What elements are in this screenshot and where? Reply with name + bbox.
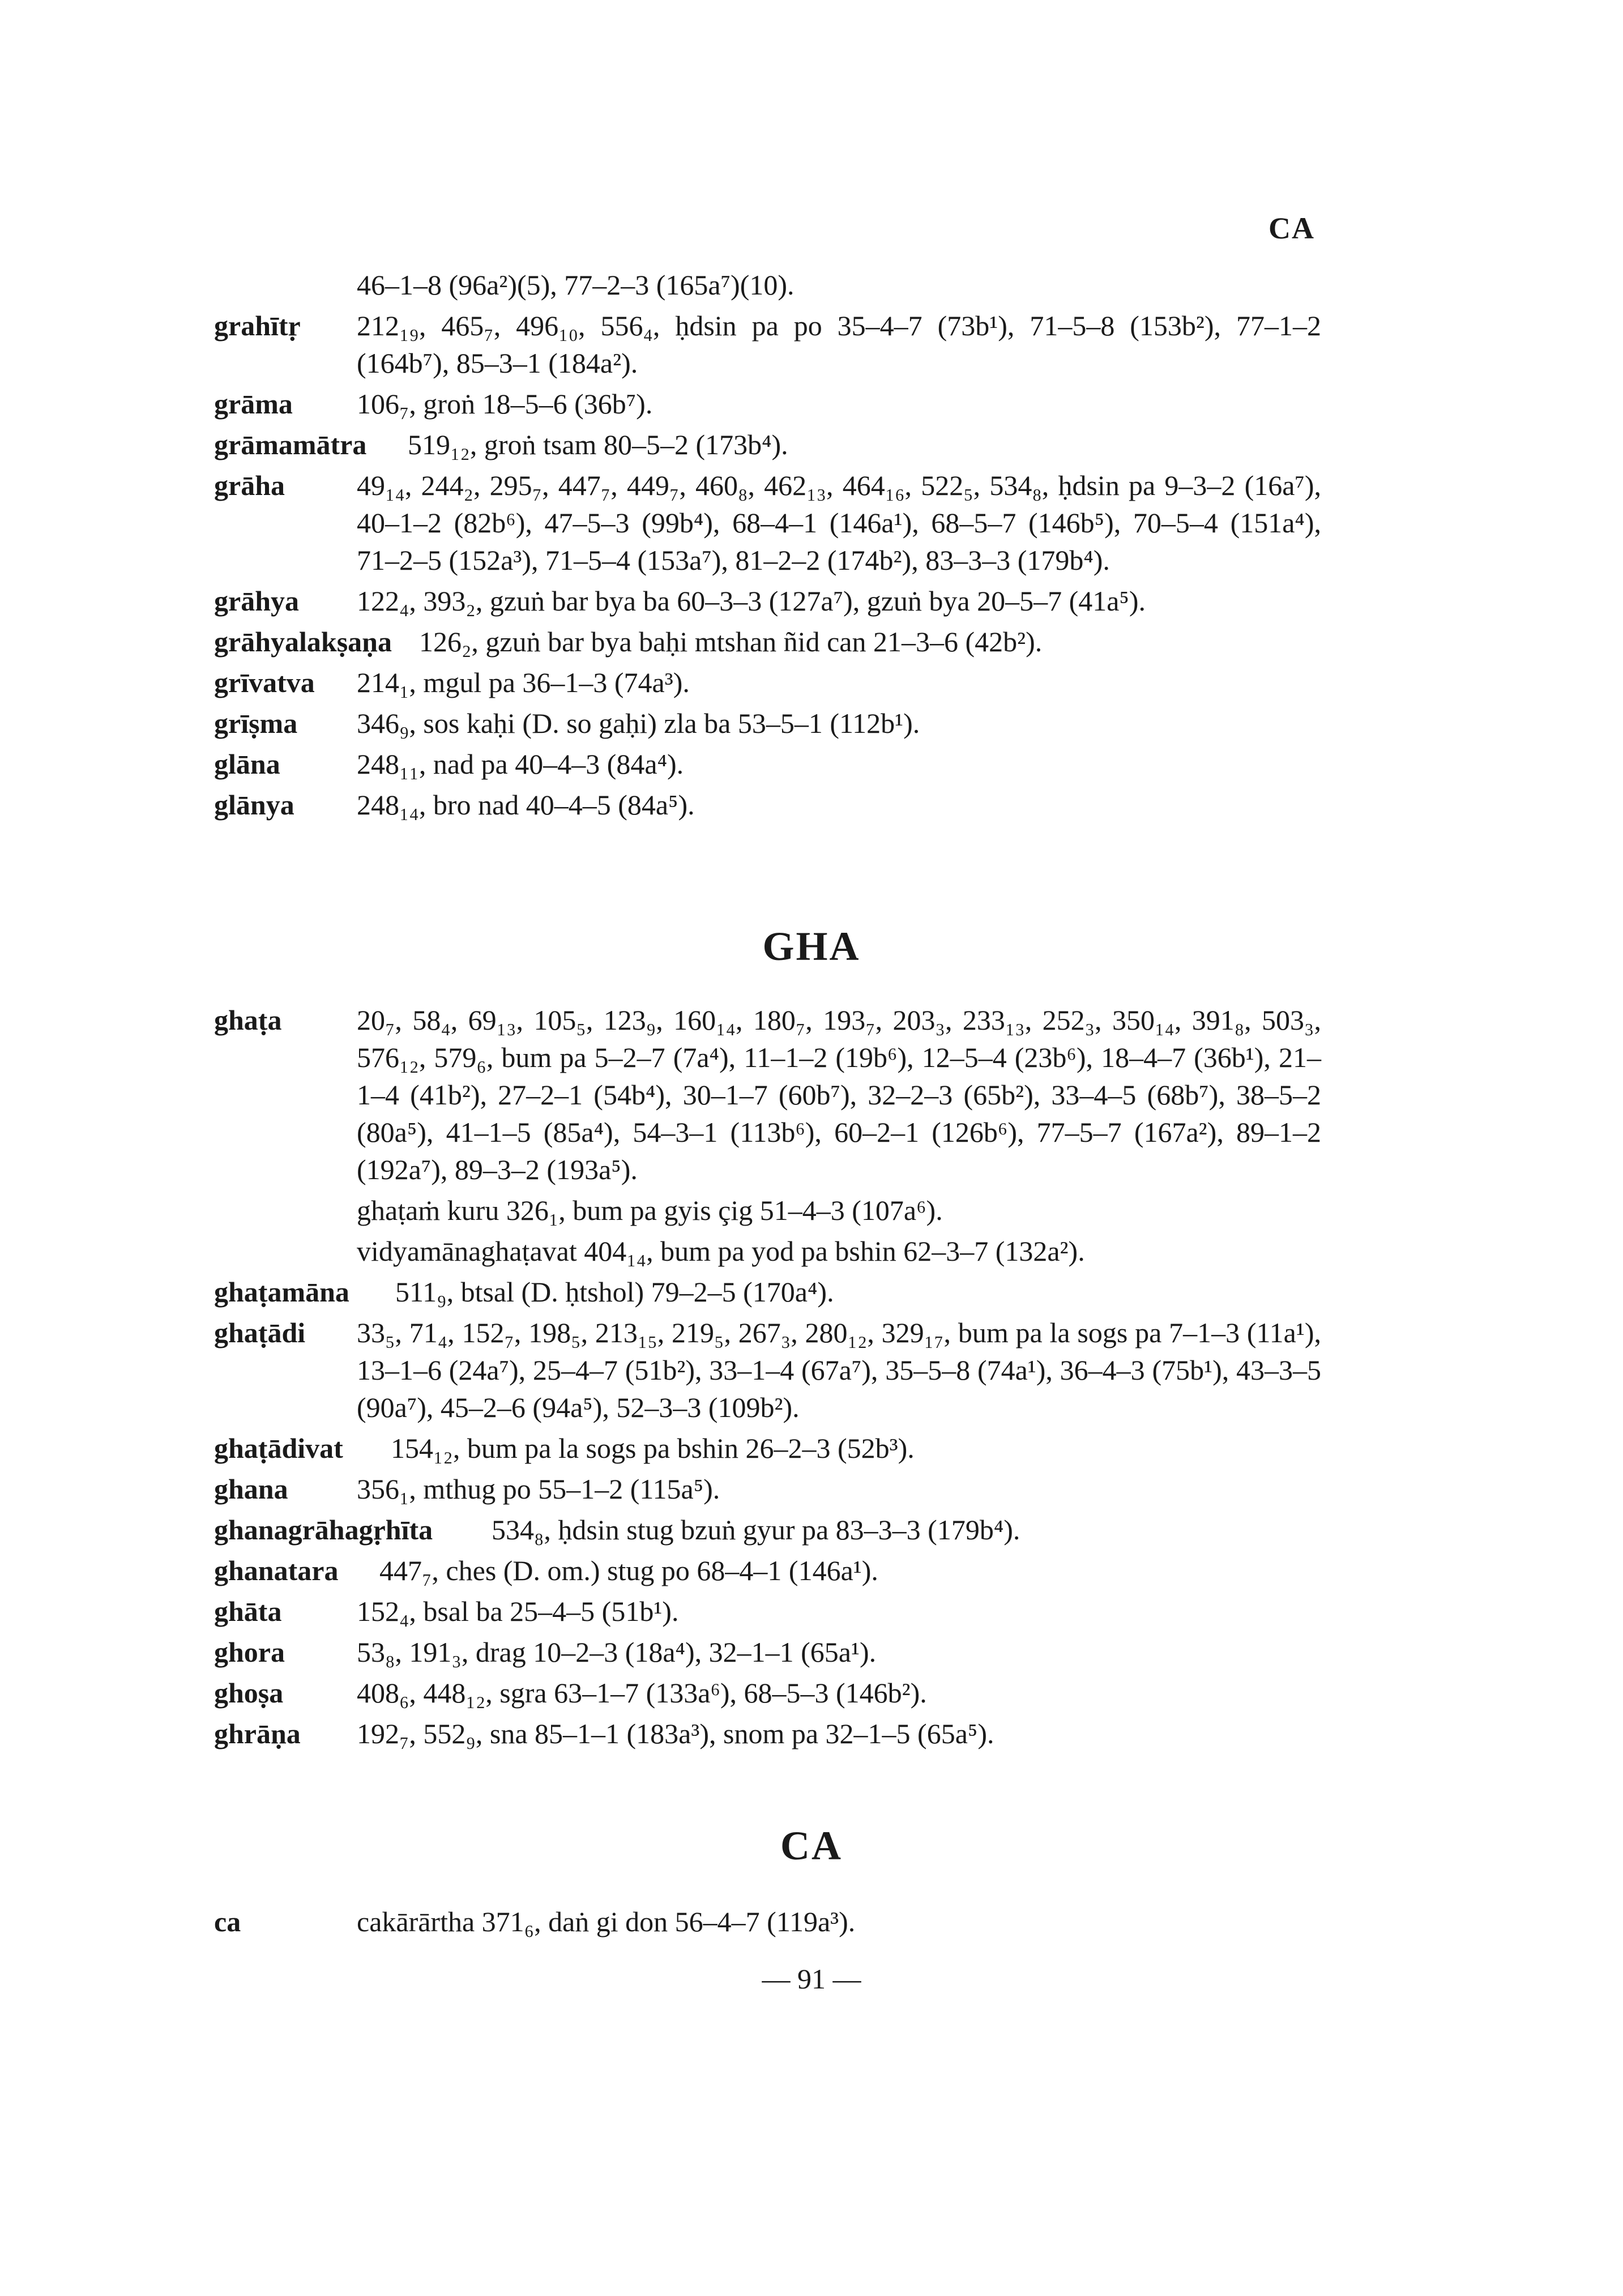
entry-headword: glānya: [214, 789, 294, 821]
entry-grahitr: [214, 307, 1321, 382]
section-title-gha: GHA: [762, 924, 861, 969]
entry-gramamatra: [214, 426, 1321, 463]
entry-headword: grāhya: [214, 585, 299, 617]
entry-headword: ghanatara: [214, 1555, 339, 1586]
section-title-ca: CA: [780, 1823, 843, 1868]
entry-ghora: [214, 1633, 1321, 1671]
entry-ghata: [214, 1001, 1321, 1188]
entry-body: 248₁₁, nad pa 40–4–3 (84a⁴).: [357, 748, 684, 780]
entry-body: 534₈, ḥdsin stug bzuṅ gyur pa 83–3–3 (179b⁴).: [492, 1514, 1020, 1546]
entry-glanya: [214, 786, 1321, 823]
entry-vidyamanaghatavat: [214, 1232, 1321, 1270]
entry-headword: grahītṛ: [214, 310, 301, 342]
entry-ghatamana: [214, 1273, 1321, 1311]
entry-graha: [214, 467, 1321, 579]
running-head: CA: [1268, 211, 1315, 245]
entry-body: 192₇, 552₉, sna 85–1–1 (183a³), snom pa 32–1–5 (65a⁵).: [357, 1718, 994, 1749]
entry-headword: grīvatva: [214, 667, 315, 698]
entry-headword: grīṣma: [214, 707, 298, 739]
entry-body: 346₉, sos kaḥi (D. so gaḥi) zla ba 53–5–1 (112b¹).: [357, 707, 920, 739]
entry-ca: [214, 1903, 1321, 1940]
entry-grisma: [214, 705, 1321, 742]
entry-grahyalaksana: [214, 623, 1321, 660]
entry-headword: grāma: [214, 388, 293, 420]
entry-body: vidyamānaghaṭavat 404₁₄, bum pa yod pa bshin 62–3–7 (132a²).: [357, 1235, 1085, 1267]
entry-body: 154₁₂, bum pa la sogs pa bshin 26–2–3 (52b³).: [391, 1432, 915, 1464]
entry-headword: grāhyalakṣaṇa: [214, 626, 392, 658]
entry-ghanatara: [214, 1552, 1321, 1589]
entry-ghana: [214, 1470, 1321, 1508]
entry-body: 511₉, btsal (D. ḥtshol) 79–2–5 (170a⁴).: [395, 1276, 834, 1308]
entry-body: 53₈, 191₃, drag 10–2–3 (18a⁴), 32–1–1 (65a¹).: [357, 1636, 877, 1668]
entry-body: 33₅, 71₄, 152₇, 198₅, 213₁₅, 219₅, 267₃, 280₁₂, 329₁₇, bum pa la sogs pa 7–1–3 (11a¹), 13–1–6 (24a⁷), 25–4–7 (51b²), 33–1–4 (67a⁷), 35–5–8 (74a¹), 36–4–3 (75b¹), 43–3–5 (90a⁷), 45–2–6 (94a⁵), 52–3–3 (109b²).: [357, 1317, 1321, 1423]
page-number: — 91 —: [762, 1963, 861, 1995]
entry-headword: grāmamātra: [214, 429, 367, 460]
entry-headword: ghanagrāhagṛhīta: [214, 1514, 433, 1546]
entry-ghatadivat: [214, 1429, 1321, 1467]
entry-body: cakārārtha 371₆, daṅ gi don 56–4–7 (119a³).: [357, 1906, 856, 1937]
entry-headword: ghaṭādi: [214, 1317, 306, 1348]
entry-body: 519₁₂, groṅ tsam 80–5–2 (173b⁴).: [408, 429, 788, 460]
entry-ghanagrahagrhita: [214, 1511, 1321, 1548]
entry-headword: ghoṣa: [214, 1677, 284, 1709]
entry-grivatva: [214, 664, 1321, 701]
entry-headword: ghaṭādivat: [214, 1432, 343, 1464]
entry-headword: glāna: [214, 748, 280, 780]
entry-body: ghaṭaṁ kuru 326₁, bum pa gyis çig 51–4–3 (107a⁶).: [357, 1194, 943, 1226]
entry-headword: ghaṭa: [214, 1004, 282, 1036]
entry-body: 356₁, mthug po 55–1–2 (115a⁵).: [357, 1473, 720, 1505]
ca-entries: [214, 1903, 1321, 1944]
entry-ghatam-kuru: [214, 1192, 1321, 1229]
entry-body: 126₂, gzuṅ bar bya baḥi mtshan ñid can 21–3–6 (42b²).: [419, 626, 1043, 658]
entry-headword: ghaṭamāna: [214, 1276, 349, 1308]
entry-body: 49₁₄, 244₂, 295₇, 447₇, 449₇, 460₈, 462₁₃, 464₁₆, 522₅, 534₈, ḥdsin pa 9–3–2 (16a⁷), 40–1–2 (82b⁶), 47–5–3 (99b⁴), 68–4–1 (146a¹), 68–5–7 (146b⁵), 70–5–4 (151a⁴), 71–2–5 (152a³), 71–5–4 (153a⁷), 81–2–2 (174b²), 83–3–3 (179b⁴).: [357, 470, 1321, 576]
entry-headword: ca: [214, 1906, 241, 1937]
entry-body: 152₄, bsal ba 25–4–5 (51b¹).: [357, 1595, 679, 1627]
entry-ghatadi: [214, 1314, 1321, 1426]
entry-body: 447₇, ches (D. om.) stug po 68–4–1 (146a¹).: [379, 1555, 878, 1586]
entry-body: 46–1–8 (96a²)(5), 77–2–3 (165a⁷)(10).: [357, 269, 795, 301]
top-entries: [214, 266, 1321, 827]
entry-body: 122₄, 393₂, gzuṅ bar bya ba 60–3–3 (127a⁷), gzuṅ bya 20–5–7 (41a⁵).: [357, 585, 1146, 617]
entry-headword: ghrāṇa: [214, 1718, 301, 1749]
gha-entries: [214, 1001, 1321, 1756]
entry-body: 20₇, 58₄, 69₁₃, 105₅, 123₉, 160₁₄, 180₇, 193₇, 203₃, 233₁₃, 252₃, 350₁₄, 391₈, 503₃, 576₁₂, 579₆, bum pa 5–2–7 (7a⁴), 11–1–2 (19b⁶), 12–5–4 (23b⁶), 18–4–7 (36b¹), 21–1–4 (41b²), 27–2–1 (54b⁴), 30–1–7 (60b⁷), 32–2–3 (65b²), 33–4–5 (68b⁷), 38–5–2 (80a⁵), 41–1–5 (85a⁴), 54–3–1 (113b⁶), 60–2–1 (126b⁶), 77–5–7 (167a²), 89–1–2 (192a⁷), 89–3–2 (193a⁵).: [357, 1004, 1321, 1185]
entry-body: 212₁₉, 465₇, 496₁₀, 556₄, ḥdsin pa po 35–4–7 (73b¹), 71–5–8 (153b²), 77–1–2 (164b⁷), 85–3–1 (184a²).: [357, 310, 1321, 379]
entry-grahya: [214, 582, 1321, 620]
entry-body: 106₇, groṅ 18–5–6 (36b⁷).: [357, 388, 653, 420]
entry-body: 408₆, 448₁₂, sgra 63–1–7 (133a⁶), 68–5–3 (146b²).: [357, 1677, 927, 1709]
entry-headword: ghora: [214, 1636, 285, 1668]
entry-continuation: [214, 266, 1321, 304]
entry-headword: grāha: [214, 470, 285, 501]
entry-ghrana: [214, 1715, 1321, 1752]
entry-grama: [214, 385, 1321, 423]
entry-headword: ghana: [214, 1473, 288, 1505]
entry-body: 214₁, mgul pa 36–1–3 (74a³).: [357, 667, 690, 698]
entry-glana: [214, 745, 1321, 783]
entry-body: 248₁₄, bro nad 40–4–5 (84a⁵).: [357, 789, 695, 821]
entry-ghosa: [214, 1674, 1321, 1712]
entry-ghata-long: [214, 1593, 1321, 1630]
entry-headword: ghāta: [214, 1595, 282, 1627]
